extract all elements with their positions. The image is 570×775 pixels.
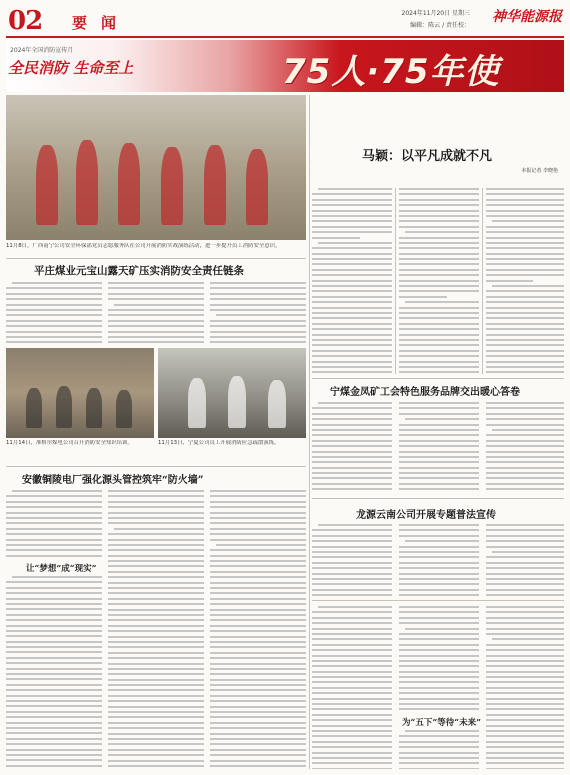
anhui-article-headline: 安徽铜陵电厂强化源头管控筑牢“防火墙” <box>22 475 204 486</box>
left-photo-caption: 11月14日，准格尔煤电公司召开消防安全知识培训。 <box>6 440 133 446</box>
section-title: 要闻 <box>72 14 131 32</box>
top-photo-caption: 11月8日，广西南宁公司安全环保部党员志愿服务队在公司开展消防实战演练活动，进一步提升员工消防安全意识。 <box>6 243 281 249</box>
safety-column-2 <box>108 282 204 344</box>
newspaper-masthead: 神华能源报 <box>492 9 562 25</box>
drill-photo <box>158 348 306 438</box>
anhui-column-1b <box>6 576 102 769</box>
bottom-column-1 <box>312 606 392 769</box>
anhui-column-3 <box>210 490 306 769</box>
training-photo <box>6 348 154 438</box>
column-divider <box>482 188 483 374</box>
feature-headline: 马颖：以平凡成就不凡 <box>362 149 493 164</box>
anhui-subhead: 让“梦想”成“现实” <box>26 564 97 574</box>
anhui-column-2 <box>108 490 204 769</box>
page-header <box>0 0 570 44</box>
header-rule <box>6 36 564 38</box>
feature-header <box>312 95 564 188</box>
longyuan-column-2 <box>399 524 479 596</box>
page-column-divider <box>309 95 310 769</box>
editor-line: 编辑：陈云 / 责任校： <box>410 22 470 29</box>
feature-column-1 <box>312 188 392 374</box>
feature-column-3 <box>486 188 564 374</box>
bottom-column-3 <box>486 606 564 769</box>
banner-title: 全民消防 生命至上 <box>8 59 134 77</box>
bottom-column-2b <box>399 730 479 769</box>
column-divider <box>395 188 396 374</box>
issue-date: 2024年11月20日 星期三 <box>401 10 470 17</box>
banner-kicker: 2024年全国消防宣传月 <box>10 47 74 54</box>
header-right <box>322 4 562 36</box>
fire-safety-banner <box>6 40 564 92</box>
page-number: 02 <box>8 6 43 36</box>
longyuan-article-headline: 龙源云南公司开展专题普法宣传 <box>356 510 496 521</box>
safety-column-1 <box>6 282 102 344</box>
bottom-column-2 <box>399 606 479 711</box>
ningxia-column-1 <box>312 402 392 494</box>
anhui-column-1 <box>6 490 102 560</box>
longyuan-column-1 <box>312 524 392 596</box>
ningxia-article-headline: 宁煤金凤矿工会特色服务品牌交出暖心答卷 <box>330 387 520 398</box>
right-photo-caption: 11月13日，宁夏公司员工开展消防应急疏散演练。 <box>158 440 280 446</box>
safety-column-3 <box>210 282 306 344</box>
fire-drill-photo <box>6 95 306 240</box>
ningxia-column-3 <box>486 402 564 494</box>
longyuan-column-3 <box>486 524 564 596</box>
feature-byline: 本报记者 李晓艳 <box>521 168 558 174</box>
feature-column-2 <box>399 188 479 374</box>
ningxia-column-2 <box>399 402 479 494</box>
safety-article-headline: 平庄煤业元宝山露天矿压实消防安全责任链条 <box>34 265 244 277</box>
anniversary-graphic-text: 75人·75年使 <box>282 52 500 92</box>
bottom-subhead: 为“五下”等待“未来” <box>402 718 482 728</box>
